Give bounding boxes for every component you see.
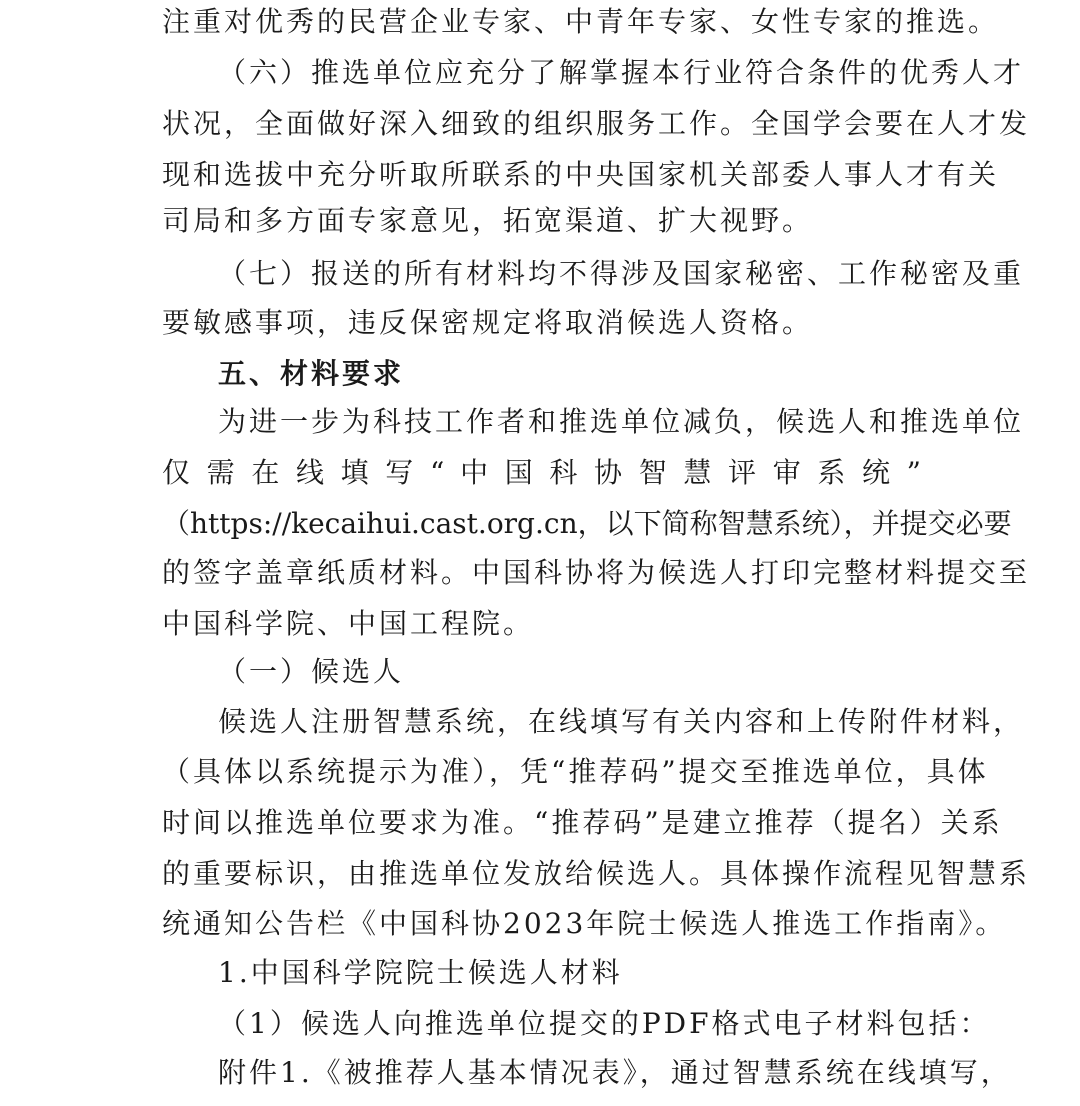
section-heading: 五、材料要求 [218, 357, 405, 390]
paragraph-line: 仅 需 在 线 填 写 “ 中 国 科 协 智 慧 评 审 系 统 ” [162, 456, 924, 489]
paragraph-line: （七）报送的所有材料均不得涉及国家秘密、工作秘密及重 [218, 257, 1025, 290]
paragraph-line: 附件1.《被推荐人基本情况表》，通过智慧系统在线填写， [218, 1056, 1012, 1089]
paragraph-line: （https://kecaihui.cast.org.cn，以下简称智慧系统），并提交必要 [162, 507, 1012, 540]
paragraph-line: 的签字盖章纸质材料。中国科协将为候选人打印完整材料提交至 [162, 556, 1031, 589]
subsection-heading: （一）候选人 [218, 655, 405, 688]
paragraph-line: 现和选拔中充分听取所联系的中央国家机关部委人事人才有关 [162, 158, 1000, 191]
paragraph-line: （具体以系统提示为准），凭“推荐码”提交至推选单位，具体 [162, 755, 989, 788]
paragraph-line: 候选人注册智慧系统，在线填写有关内容和上传附件材料， [218, 705, 1025, 738]
paragraph-line: 要敏感事项，违反保密规定将取消候选人资格。 [162, 306, 814, 339]
item-heading: 1.中国科学院院士候选人材料 [218, 956, 623, 989]
paragraph-line: 注重对优秀的民营企业专家、中青年专家、女性专家的推选。 [162, 5, 1000, 38]
paragraph-line: 为进一步为科技工作者和推选单位减负，候选人和推选单位 [218, 405, 1025, 438]
paragraph-line: 时间以推选单位要求为准。“推荐码”是建立推荐（提名）关系 [162, 806, 1003, 839]
paragraph-line: 中国科学院、中国工程院。 [162, 607, 535, 640]
paragraph-line: 的重要标识，由推选单位发放给候选人。具体操作流程见智慧系 [162, 857, 1031, 890]
paragraph-line: （六）推选单位应充分了解掌握本行业符合条件的优秀人才 [218, 56, 1025, 89]
paragraph-line: （1）候选人向推选单位提交的PDF格式电子材料包括： [218, 1007, 991, 1040]
paragraph-line: 统通知公告栏《中国科协2023年院士候选人推选工作指南》。 [162, 907, 1007, 940]
paragraph-line: 司局和多方面专家意见，拓宽渠道、扩大视野。 [162, 204, 814, 237]
paragraph-line: 状况，全面做好深入细致的组织服务工作。全国学会要在人才发 [162, 107, 1031, 140]
